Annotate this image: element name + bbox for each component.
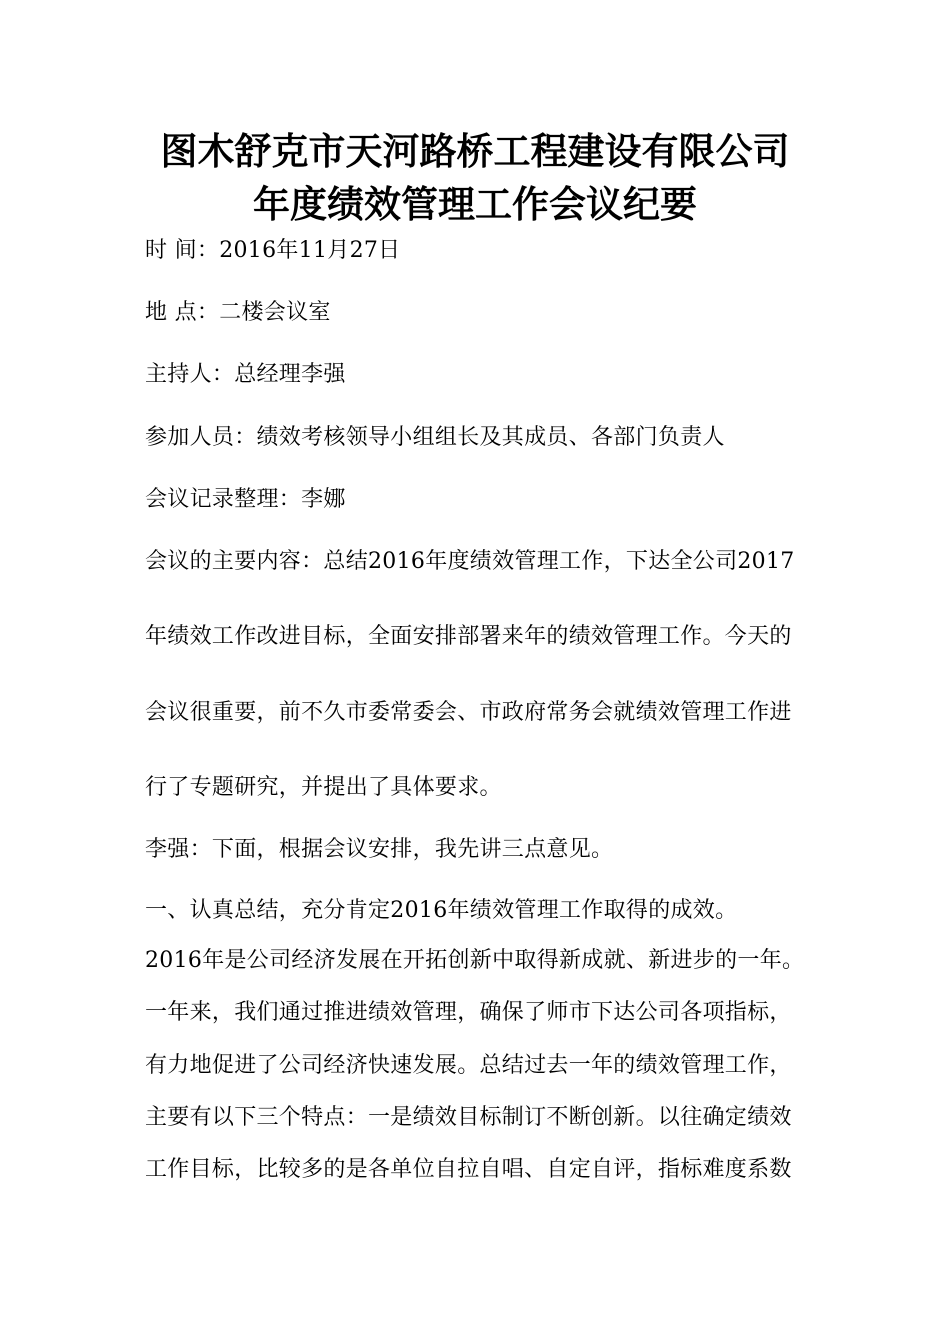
meeting-place: 地 点：二楼会议室 [145, 300, 331, 325]
main-content-line: 行了专题研究，并提出了具体要求。 [145, 775, 502, 800]
meeting-recorder: 会议记录整理：李娜 [145, 487, 346, 512]
main-content-line: 年绩效工作改进目标，全面安排部署来年的绩效管理工作。今天的 [145, 624, 792, 649]
body-line: 有力地促进了公司经济快速发展。总结过去一年的绩效管理工作， [145, 1053, 792, 1078]
document-title-line-1: 图木舒克市天河路桥工程建设有限公司 [160, 130, 790, 173]
body-line: 2016年是公司经济发展在开拓创新中取得新成就、新进步的一年。 [145, 948, 805, 973]
body-line: 工作目标，比较多的是各单位自拉自唱、自定自评，指标难度系数 [145, 1157, 792, 1182]
section-heading: 一、认真总结，充分肯定2016年绩效管理工作取得的成效。 [145, 898, 738, 923]
document-title-line-2: 年度绩效管理工作会议纪要 [253, 183, 697, 226]
meeting-host: 主持人：总经理李强 [145, 362, 346, 387]
main-content-line: 会议很重要，前不久市委常委会、市政府常务会就绩效管理工作进 [145, 700, 792, 725]
meeting-time: 时 间：2016年11月27日 [145, 238, 401, 263]
body-line: 一年来，我们通过推进绩效管理，确保了师市下达公司各项指标， [145, 1000, 792, 1025]
main-content-line: 会议的主要内容：总结2016年度绩效管理工作，下达全公司2017 [145, 549, 795, 574]
body-line: 主要有以下三个特点：一是绩效目标制订不断创新。以往确定绩效 [145, 1105, 792, 1130]
speaker-line: 李强：下面，根据会议安排，我先讲三点意见。 [145, 837, 614, 862]
meeting-attendees: 参加人员：绩效考核领导小组组长及其成员、各部门负责人 [145, 425, 725, 450]
